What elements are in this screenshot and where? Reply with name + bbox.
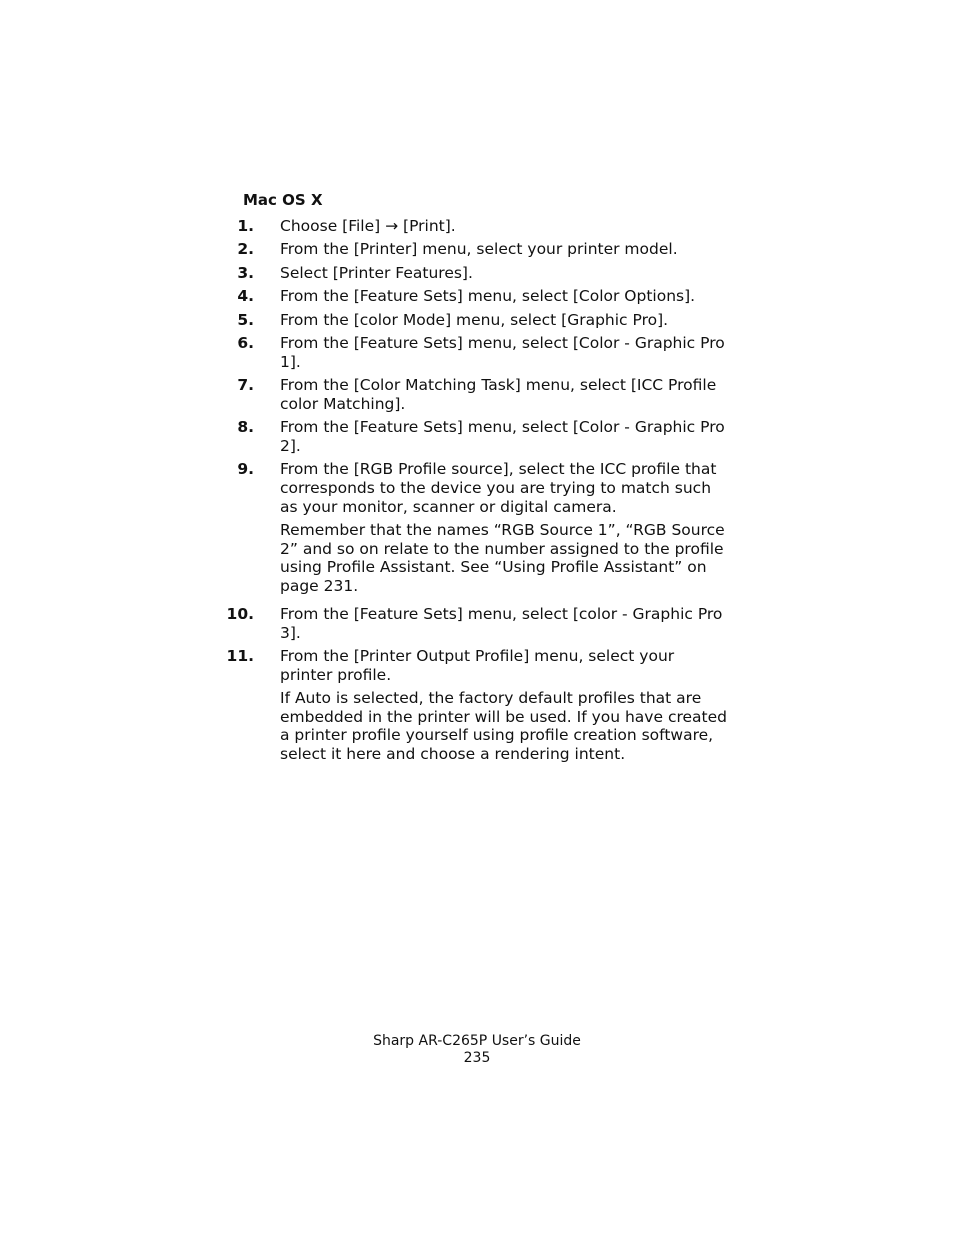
step-11-note: If Auto is selected, the factory default profiles that are embedded in the printer will be used. If you have created a printer profile yourself using profile creation software, select it here and choose a rendering intent.: [280, 689, 727, 763]
step-text: Select [Printer Features].: [280, 264, 473, 282]
step-9-note: Remember that the names “RGB Source 1”, “RGB Source 2” and so on relate to the number assigned to the profile using Profile Assistant. See “Using Profile Assistant” on page 231.: [280, 521, 725, 595]
step-number: 1.: [237, 217, 254, 235]
step-text: From the [Feature Sets] menu, select [Color - Graphic Pro 2].: [280, 418, 725, 455]
step-number: 8.: [237, 418, 254, 436]
step-text: From the [RGB Profile source], select the ICC profile that corresponds to the device you are trying to match such as your monitor, scanner or digital camera.: [280, 460, 717, 516]
step-number: 6.: [237, 334, 254, 352]
step-text: Choose [File] → [Print].: [280, 217, 456, 235]
step-number: 11.: [226, 647, 254, 665]
footer-guide-title: Sharp AR-C265P User’s Guide: [373, 1033, 581, 1049]
step-number: 10.: [226, 605, 254, 623]
section-heading: Mac OS X: [243, 191, 323, 209]
step-text: From the [Color Matching Task] menu, select [ICC Profile color Matching].: [280, 376, 717, 413]
step-text: From the [Printer] menu, select your printer model.: [280, 240, 678, 258]
step-text: From the [Feature Sets] menu, select [color - Graphic Pro 3].: [280, 605, 723, 642]
step-text: From the [color Mode] menu, select [Graphic Pro].: [280, 311, 669, 329]
step-number: 2.: [237, 240, 254, 258]
step-number: 4.: [237, 287, 254, 305]
step-number: 3.: [237, 264, 254, 282]
step-number: 5.: [237, 311, 254, 329]
step-text: From the [Feature Sets] menu, select [Color Options].: [280, 287, 696, 305]
step-text: From the [Feature Sets] menu, select [Color - Graphic Pro 1].: [280, 334, 725, 371]
footer-page-number: 235: [463, 1050, 491, 1066]
step-number: 7.: [237, 376, 254, 394]
step-text: From the [Printer Output Profile] menu, select your printer profile.: [280, 647, 675, 684]
step-number: 9.: [237, 460, 254, 478]
